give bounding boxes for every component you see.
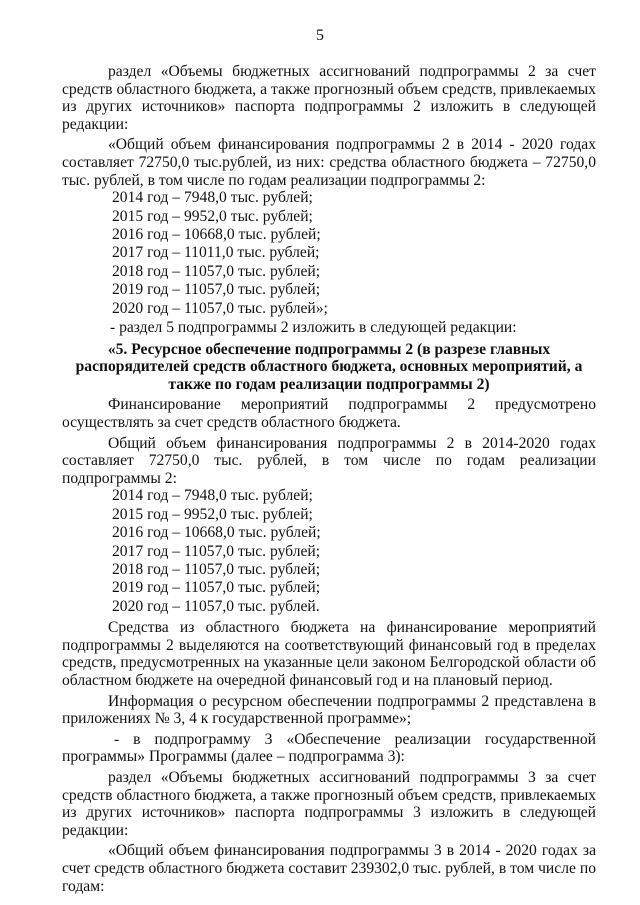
year-amount-line: 2016 год – 10668,0 тыс. рублей;	[112, 524, 321, 542]
page-number: 5	[316, 27, 324, 44]
year-amount-line: 2014 год – 7948,0 тыс. рублей;	[112, 189, 313, 207]
year-amount-line: 2019 год – 11057,0 тыс. рублей;	[112, 281, 321, 299]
section-heading: «5. Ресурсное обеспечение подпрограммы 2 (в разрезе главных распорядителей средств областного бюджета, основных мероприятий, а также по годам реализации подпрограммы 2)	[75, 340, 583, 393]
paragraph: - в подпрограмму 3 «Обеспечение реализации государственной программы» Программы (далее – подпрограмма 3):	[62, 730, 596, 766]
year-amount-line: 2014 год – 7948,0 тыс. рублей;	[112, 487, 313, 505]
paragraph: Финансирование мероприятий подпрограммы 2 предусмотрено осуществлять за счет средств областного бюджета.	[62, 396, 596, 431]
paragraph: Общий объем финансирования подпрограммы 2 в 2014-2020 годах составляет 72750,0 тыс. рублей, в том числе по годам реализации подпрограммы 2:	[62, 434, 596, 487]
year-amount-line: 2015 год – 9952,0 тыс. рублей;	[112, 505, 313, 523]
paragraph: Средства из областного бюджета на финансирование мероприятий подпрограммы 2 выделяются на соответствующий финансовый год в пределах средств, предусмотренных на указанные цели законом Белгородской области об областном бюджете на очередной финансовый год и на плановый период.	[62, 619, 596, 689]
year-amount-line: 2018 год – 11057,0 тыс. рублей;	[112, 262, 321, 280]
year-amount-line: 2019 год – 11057,0 тыс. рублей;	[112, 579, 321, 597]
paragraph: «Общий объем финансирования подпрограммы 2 в 2014 - 2020 годах составляет 72750,0 тыс.рублей, из них: средства областного бюджета – 72750,0 тыс. рублей, в том числе по годам реализации подпрограммы 2:	[62, 136, 596, 189]
paragraph: Информация о ресурсном обеспечении подпрограммы 2 представлена в приложениях № 3, 4 к государственной программе»;	[62, 692, 596, 728]
year-amount-line: 2016 год – 10668,0 тыс. рублей;	[112, 225, 321, 243]
year-amount-line: 2015 год – 9952,0 тыс. рублей;	[112, 207, 313, 225]
year-amount-line: 2020 год – 11057,0 тыс. рублей»;	[112, 299, 328, 317]
year-amount-line: 2018 год – 11057,0 тыс. рублей;	[112, 560, 321, 578]
document-body	[62, 60, 596, 895]
paragraph: раздел «Объемы бюджетных ассигнований подпрограммы 2 за счет средств областного бюджета, а также прогнозный объем средств, привлекаемых из других источников» паспорта подпрограммы 2 изложить в следующей редакции:	[62, 63, 596, 133]
year-amount-line: 2020 год – 11057,0 тыс. рублей.	[112, 597, 320, 615]
paragraph: раздел «Объемы бюджетных ассигнований подпрограммы 3 за счет средств областного бюджета, а также прогнозный объем средств, привлекаемых из других источников» паспорта подпрограммы 3 изложить в следующей редакции:	[62, 768, 596, 839]
paragraph: «Общий объем финансирования подпрограммы 3 в 2014 - 2020 годах за счет средств областного бюджета составит 239302,0 тыс. рублей, в том числе по годам:	[62, 842, 596, 895]
year-amount-line: 2017 год – 11011,0 тыс. рублей;	[112, 244, 320, 262]
list-item: - раздел 5 подпрограммы 2 изложить в следующей редакции:	[110, 319, 517, 336]
year-amount-line: 2017 год – 11057,0 тыс. рублей;	[112, 542, 321, 560]
